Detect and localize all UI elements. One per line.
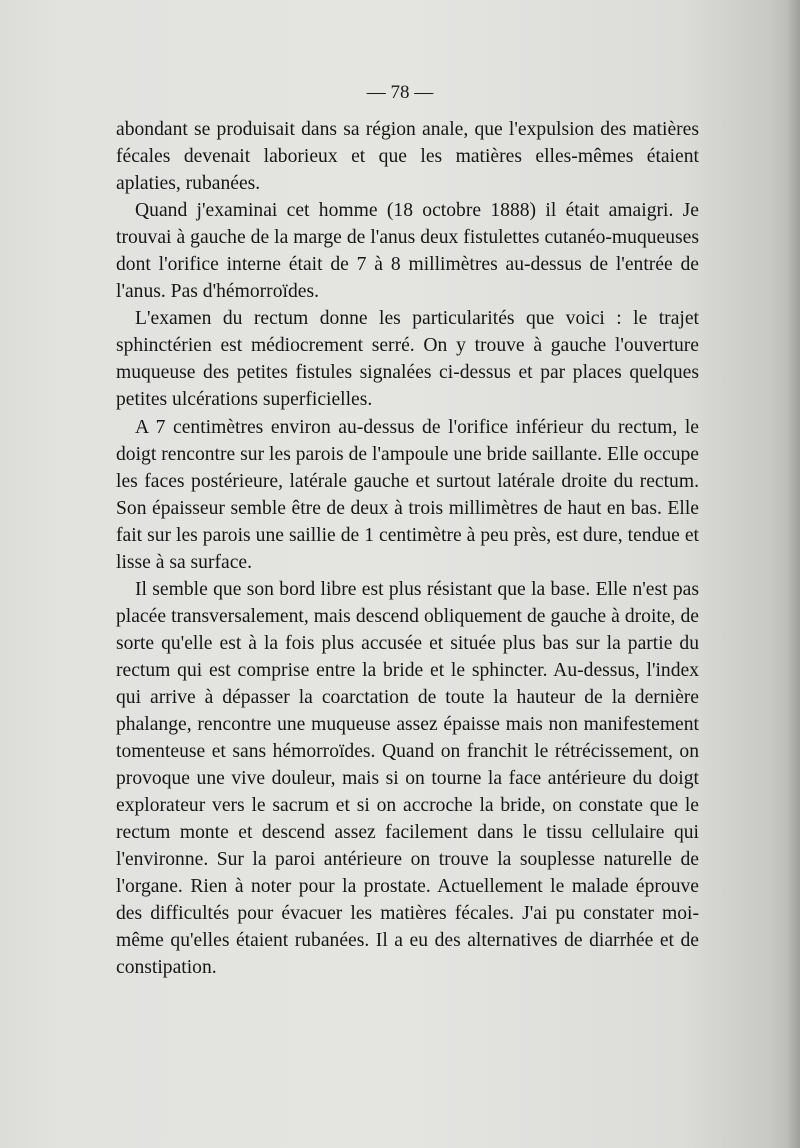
body-text: [116, 116, 699, 982]
paragraph-3: L'examen du rectum donne les particularités que voici : le trajet sphinctérien est médiocrement serré. On y trouve à gauche l'ouverture muqueuse des petites fistules signalées ci-dessus et par places quelques petites ulcérations superficielles.: [116, 308, 699, 411]
paragraph-4: A 7 centimètres environ au-dessus de l'orifice inférieur du rectum, le doigt rencontre sur les parois de l'ampoule une bride saillante. Elle occupe les faces postérieure, latérale gauche et surtout latérale droite du rectum. Son épaisseur semble être de deux à trois millimètres de haut en bas. Elle fait sur les parois une saillie de 1 centimètre à peu près, est dure, tendue et lisse à sa surface.: [116, 416, 699, 573]
paragraph-2: Quand j'examinai cet homme (18 octobre 1888) il était amaigri. Je trouvai à gauche de la marge de l'anus deux fistulettes cutanéo-muqueuses dont l'orifice interne était de 7 à 8 millimètres au-dessus de l'entrée de l'anus. Pas d'hémorroïdes.: [116, 200, 699, 303]
page-number: — 78 —: [366, 82, 434, 103]
paragraph-1: abondant se produisait dans sa région anale, que l'expulsion des matières fécales devenait laborieux et que les matières elles-mêmes étaient aplaties, rubanées.: [116, 119, 699, 195]
paragraph-5: Il semble que son bord libre est plus résistant que la base. Elle n'est pas placée transversalement, mais descend obliquement de gauche à droite, de sorte qu'elle est à la fois plus accusée et située plus bas sur la partie du rectum qui est comprise entre la bride et le sphincter. Au-dessus, l'index qui arrive à dépasser la coarctation de toute la hauteur de la dernière phalange, rencontre une muqueuse assez épaisse mais non manifestement tomenteuse et sans hémorroïdes. Quand on franchit le rétrécissement, on provoque une vive douleur, mais si on tourne la face antérieure du doigt explorateur vers le sacrum et si on accroche la bride, on constate que le rectum monte et descend assez facilement dans le tissu cellulaire qui l'environne. Sur la paroi antérieure on trouve la souplesse naturelle de l'organe. Rien à noter pour la prostate. Actuellement le malade éprouve des difficultés pour évacuer les matières fécales. J'ai pu constater moi-même qu'elles étaient rubanées. Il a eu des alternatives de diarrhée et de constipation.: [116, 578, 699, 979]
